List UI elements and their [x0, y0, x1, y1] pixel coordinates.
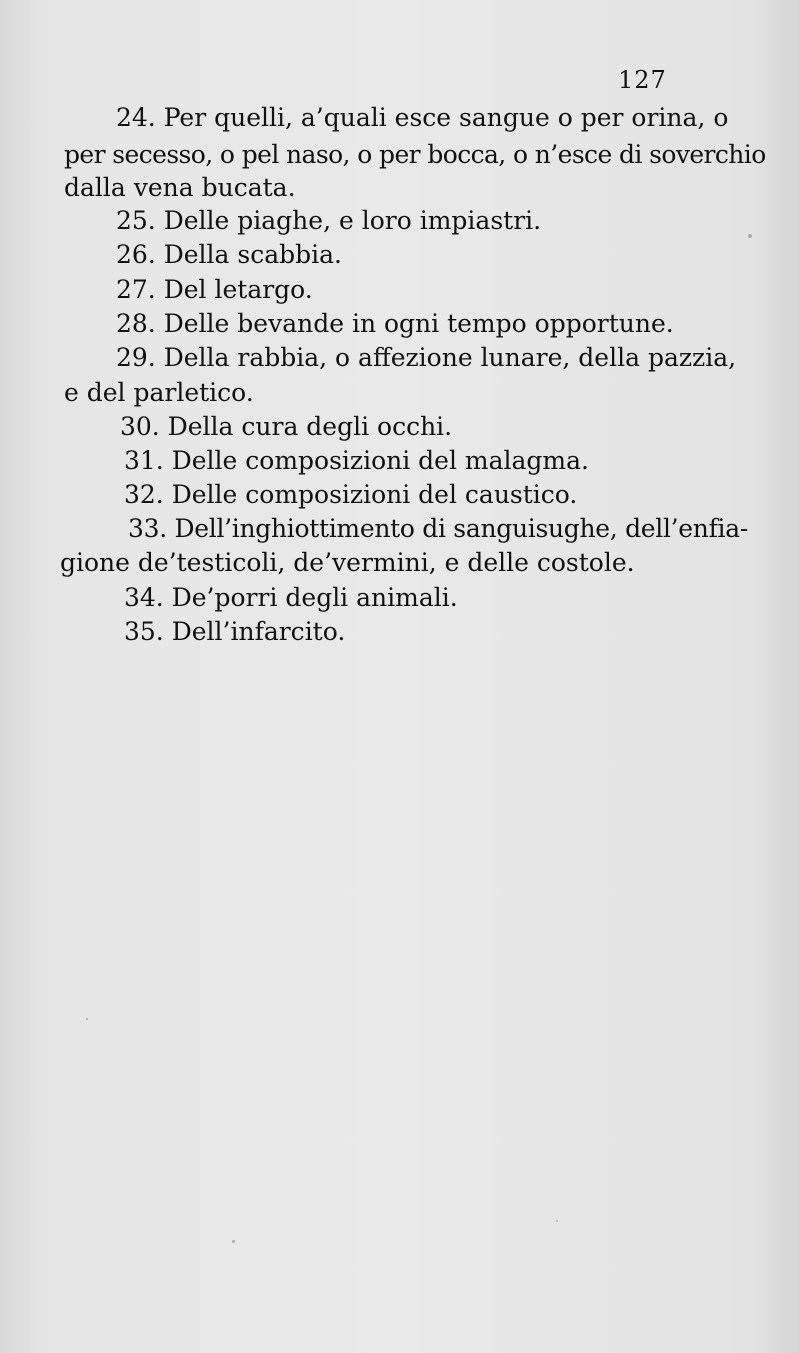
list-item-24-end: dalla vena bucata.: [64, 173, 296, 202]
list-item-24-continued: per secesso, o pel naso, o per bocca, o n’esce di soverchio: [64, 140, 766, 169]
list-item-24: 24. Per quelli, a’quali esce sangue o per orina, o: [116, 103, 729, 132]
list-item-33-continued: gione de’testicoli, de’vermini, e delle costole.: [60, 548, 635, 577]
list-item-26: 26. Della scabbia.: [116, 240, 342, 269]
list-item-32: 32. Delle composizioni del caustico.: [124, 480, 578, 509]
list-item-33: 33. Dell’inghiottimento di sanguisughe, dell’enfia-: [128, 514, 749, 543]
list-item-30: 30. Della cura degli occhi.: [120, 412, 453, 441]
list-item-29: 29. Della rabbia, o affezione lunare, della pazzia,: [116, 343, 737, 372]
list-item-27: 27. Del letargo.: [116, 275, 313, 304]
paper-speck: [86, 1018, 88, 1020]
paper-speck: [748, 234, 752, 238]
list-item-31: 31. Delle composizioni del malagma.: [124, 446, 589, 475]
paper-speck: [232, 1240, 235, 1243]
list-item-25: 25. Delle piaghe, e loro impiastri.: [116, 206, 542, 235]
paper-speck: [556, 1220, 558, 1222]
list-item-29-continued: e del parletico.: [64, 378, 254, 407]
page-number: 127: [618, 66, 667, 94]
list-item-34: 34. De’porri degli animali.: [124, 583, 458, 612]
list-item-35: 35. Dell’infarcito.: [124, 617, 346, 646]
list-item-28: 28. Delle bevande in ogni tempo opportune.: [116, 309, 674, 338]
